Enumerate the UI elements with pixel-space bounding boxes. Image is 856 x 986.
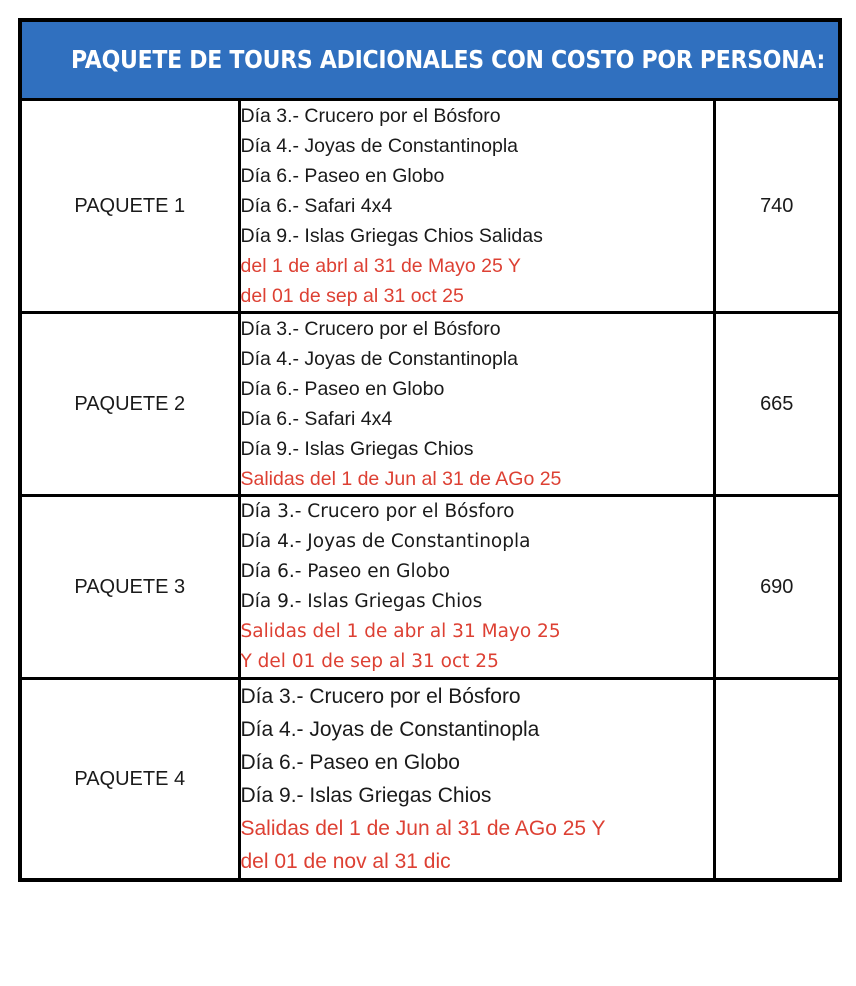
list-item: Día 6.- Safari 4x4 [240, 408, 393, 430]
itinerary-list [241, 680, 713, 878]
table-row [20, 100, 840, 313]
package-items-cell [239, 313, 714, 496]
package-price-cell [714, 313, 840, 496]
price-value: 690 [760, 576, 794, 598]
price-value: 740 [760, 195, 794, 217]
package-price-cell [714, 679, 840, 881]
itinerary-list [241, 314, 713, 494]
package-label: PAQUETE 3 [74, 576, 186, 598]
departure-note: Salidas del 1 de Jun al 31 de AGo 25 Y [240, 817, 606, 840]
departure-note: Salidas del 1 de abr al 31 Mayo 25 [240, 621, 561, 642]
departure-note: Y del 01 de sep al 31 oct 25 [240, 651, 499, 672]
tours-packages-table [18, 18, 842, 882]
table-row [20, 313, 840, 496]
list-item: Día 9.- Islas Griegas Chios [240, 784, 492, 807]
list-item: Día 6.- Paseo en Globo [240, 165, 445, 187]
package-name-cell [20, 496, 239, 679]
package-items-cell [239, 496, 714, 679]
departure-note: del 01 de nov al 31 dic [240, 850, 451, 873]
list-item: Día 6.- Safari 4x4 [240, 195, 393, 217]
price-value: 665 [760, 393, 794, 415]
list-item: Día 4.- Joyas de Constantinopla [240, 718, 540, 741]
list-item: Día 3.- Crucero por el Bósforo [240, 105, 501, 127]
list-item: Día 3.- Crucero por el Bósforo [240, 318, 501, 340]
package-label: PAQUETE 4 [74, 768, 186, 790]
list-item: Día 4.- Joyas de Constantinopla [240, 348, 518, 370]
package-name-cell [20, 679, 239, 881]
itinerary-list [241, 101, 713, 311]
package-price-cell [714, 100, 840, 313]
package-label: PAQUETE 1 [74, 195, 186, 217]
package-items-cell [239, 679, 714, 881]
list-item: Día 9.- Islas Griegas Chios [240, 438, 474, 460]
package-name-cell [20, 100, 239, 313]
package-price-cell [714, 496, 840, 679]
list-item: Día 9.- Islas Griegas Chios Salidas [240, 225, 543, 247]
banner-cell [20, 20, 840, 100]
list-item: Día 6.- Paseo en Globo [240, 751, 460, 774]
list-item: Día 6.- Paseo en Globo [240, 378, 445, 400]
table-banner-row [20, 20, 840, 100]
table-row [20, 496, 840, 679]
page-title: PAQUETE DE TOURS ADICIONALES CON COSTO POR PERSONA: [70, 45, 826, 75]
package-items-cell [239, 100, 714, 313]
list-item: Día 3.- Crucero por el Bósforo [240, 685, 521, 708]
departure-note: del 01 de sep al 31 oct 25 [240, 285, 464, 307]
package-label: PAQUETE 2 [74, 393, 186, 415]
table-row [20, 679, 840, 881]
list-item: Día 6.- Paseo en Globo [240, 561, 451, 582]
list-item: Día 4.- Joyas de Constantinopla [240, 531, 531, 552]
list-item: Día 9.- Islas Griegas Chios [240, 591, 483, 612]
departure-note: del 1 de abrl al 31 de Mayo 25 Y [240, 255, 521, 277]
package-name-cell [20, 313, 239, 496]
itinerary-list [241, 497, 713, 677]
list-item: Día 4.- Joyas de Constantinopla [240, 135, 518, 157]
departure-note: Salidas del 1 de Jun al 31 de AGo 25 [240, 468, 562, 490]
list-item: Día 3.- Crucero por el Bósforo [240, 501, 515, 522]
